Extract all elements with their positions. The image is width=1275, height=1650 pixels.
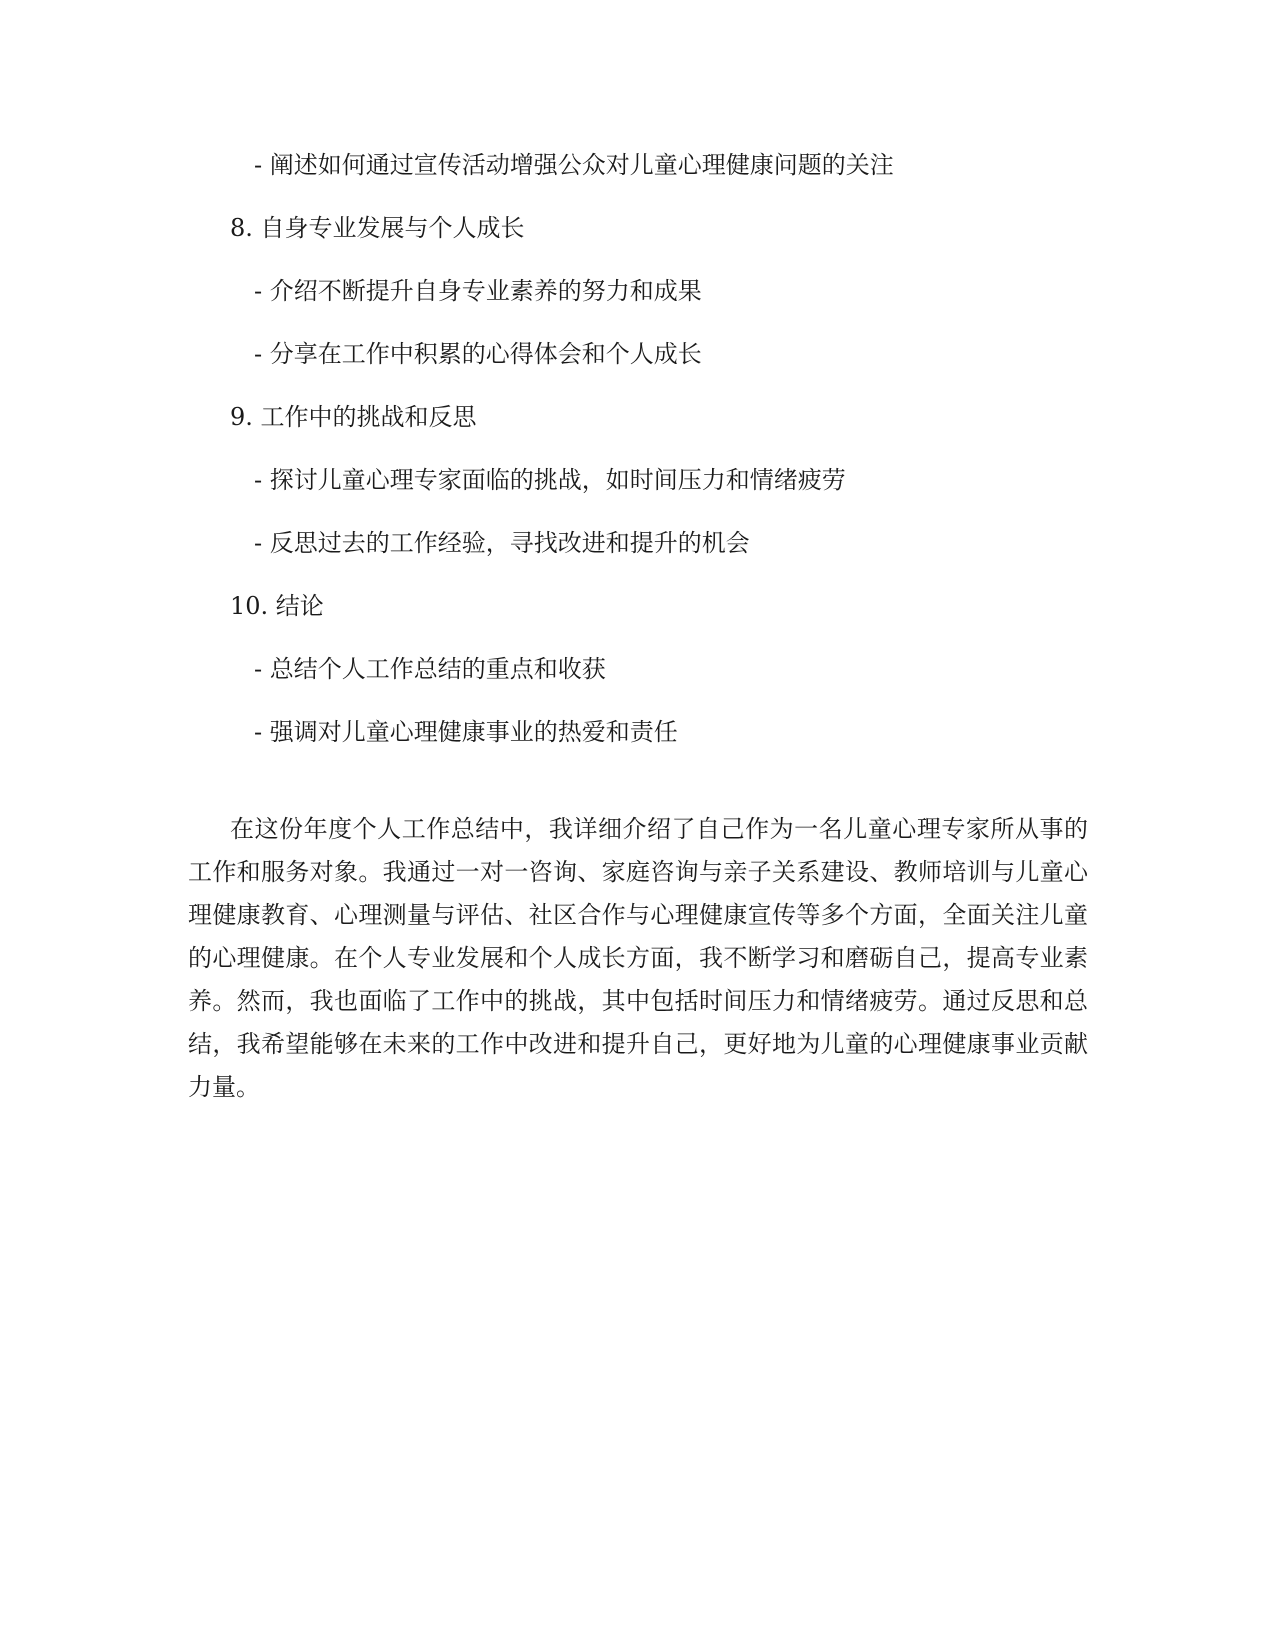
bullet-item: - 分享在工作中积累的心得体会和个人成长: [254, 340, 702, 368]
section-heading: 8. 自身专业发展与个人成长: [230, 214, 525, 242]
section-heading: 10. 结论: [230, 592, 324, 620]
bullet-item: - 强调对儿童心理健康事业的热爱和责任: [254, 718, 678, 746]
bullet-item: - 探讨儿童心理专家面临的挑战，如时间压力和情绪疲劳: [254, 466, 846, 494]
summary-paragraph: 在这份年度个人工作总结中，我详细介绍了自己作为一名儿童心理专家所从事的工作和服务对象。我通过一对一咨询、家庭咨询与亲子关系建设、教师培训与儿童心理健康教育、心理测量与评估、社区合作与心理健康宣传等多个方面，全面关注儿童的心理健康。在个人专业发展和个人成长方面，我不断学习和磨砺自己，提高专业素养。然而，我也面临了工作中的挑战，其中包括时间压力和情绪疲劳。通过反思和总结，我希望能够在未来的工作中改进和提升自己，更好地为儿童的心理健康事业贡献力量。: [188, 815, 1088, 1101]
bullet-item: - 反思过去的工作经验，寻找改进和提升的机会: [254, 529, 750, 557]
section-heading: 9. 工作中的挑战和反思: [230, 403, 477, 431]
bullet-item: - 阐述如何通过宣传活动增强公众对儿童心理健康问题的关注: [254, 151, 894, 179]
bullet-item: - 介绍不断提升自身专业素养的努力和成果: [254, 277, 702, 305]
bullet-item: - 总结个人工作总结的重点和收获: [254, 655, 606, 683]
